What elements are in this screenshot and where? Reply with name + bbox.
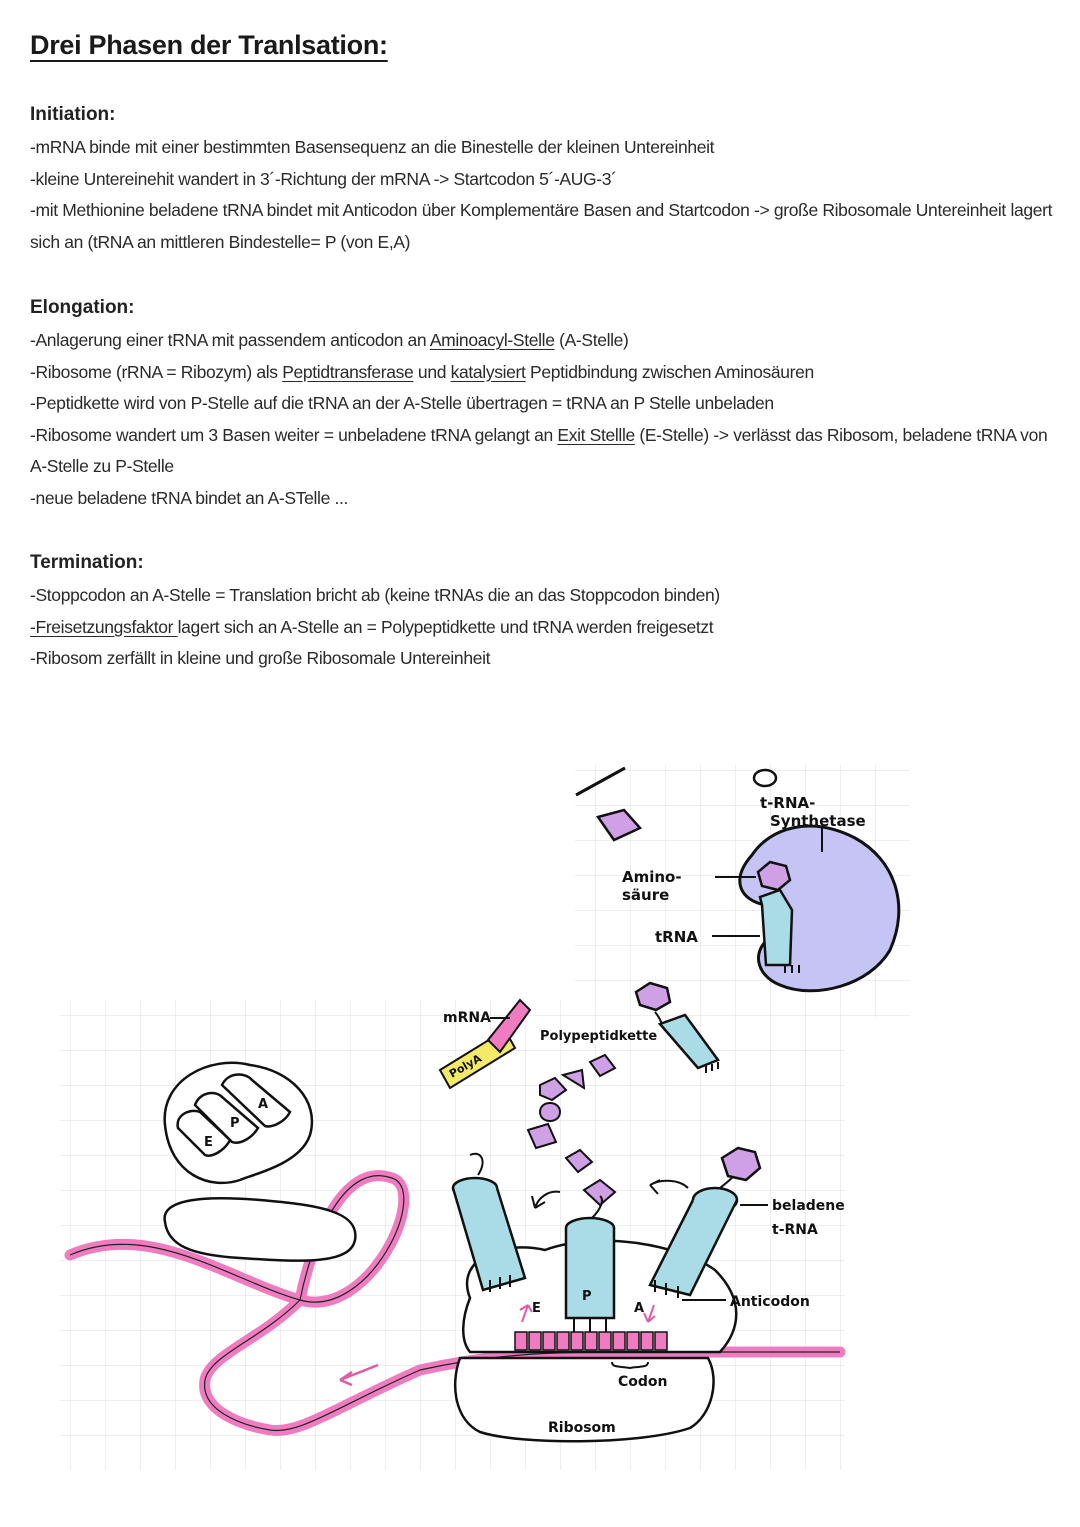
initiation-line-3: -mit Methionine beladene tRNA bindet mit Anticodon über Komplementäre Basen and Startcodon -> große Ribosomale Untereinheit lagert sich an (tRNA an mittleren Bindestelle= P (von E,A) [30, 200, 1053, 252]
term-exit-stelle: Exit Stellle [557, 424, 635, 445]
elongation-line-5: -neue beladene tRNA bindet an A-STelle ... [30, 487, 349, 508]
initiation-line-2: -kleine Untereinehit wandert in 3´-Richtung der mRNA -> Startcodon 5´-AUG-3´ [30, 168, 617, 189]
text: und [413, 361, 451, 382]
site-e-label: E [532, 1301, 541, 1316]
charged-trna-label-2: t-RNA [772, 1222, 818, 1238]
synthetase-label-2: Synthetase [770, 812, 866, 830]
trna-icon [760, 890, 792, 965]
ribosome-label: Ribosom [548, 1420, 616, 1436]
mini-site-a: A [258, 1097, 269, 1112]
text: Peptidbindung zwischen Aminosäuren [525, 361, 814, 382]
polypeptide-label: Polypeptidkette [540, 1029, 658, 1044]
site-p-label: P [582, 1289, 592, 1304]
initiation-line-1: -mRNA binde mit einer bestimmten Basensequenz an die Binestelle der kleinen Untereinheit [30, 137, 715, 157]
codon-label: Codon [618, 1374, 668, 1390]
mrna-label: mRNA [443, 1010, 491, 1026]
text: -Ribosome wandert um 3 Basen weiter = unbeladene tRNA gelangt an [30, 424, 558, 445]
codon-row [515, 1332, 667, 1350]
initiation-heading: Initiation: [30, 104, 116, 125]
term-aminoacyl: Aminoacyl-Stelle [429, 330, 555, 350]
term-freisetzungsfaktor: -Freisetzungsfaktor [30, 616, 178, 637]
text: (E-Stelle) -> verlässt das Ribosom, beladene tRNA von A-Stelle zu P-Stelle [30, 424, 1048, 477]
page-title: Drei Phasen der Tranlsation: [30, 30, 388, 60]
termination-heading: Termination: [30, 552, 144, 573]
text: (A-Stelle) [554, 330, 629, 350]
polya-label: PolyA [447, 1051, 484, 1081]
elongation-heading: Elongation: [30, 297, 135, 318]
synthetase-label-1: t-RNA- [760, 794, 816, 812]
atp-circle-icon [754, 770, 776, 786]
term-peptidtransferase: Peptidtransferase [282, 361, 414, 382]
termination-line-1: -Stoppcodon an A-Stelle = Translation bricht ab (keine tRNAs die an das Stoppcodon binden) [30, 585, 720, 605]
text: -Anlagerung einer tRNA mit passendem anticodon an [30, 330, 430, 350]
termination-line-3: -Ribosom zerfällt in kleine und große Ribosomale Untereinheit [30, 648, 491, 669]
term-katalysiert: katalysiert [450, 361, 526, 382]
charged-trna-label-1: beladene [772, 1198, 845, 1214]
anticodon-label: Anticodon [730, 1294, 810, 1310]
site-a-label: A [634, 1301, 645, 1316]
text: lagert sich an A-Stelle an = Polypeptidkette und tRNA werden freigesetzt [177, 616, 714, 637]
amino-label-2: säure [622, 886, 670, 904]
trna-label: tRNA [655, 928, 698, 946]
mini-site-p: P [230, 1116, 240, 1131]
amino-label-1: Amino- [622, 868, 682, 886]
mini-site-e: E [204, 1135, 213, 1150]
text: -Ribosome (rRNA = Ribozym) als [30, 361, 283, 382]
elongation-line-3: -Peptidkette wird von P-Stelle auf die tRNA an der A-Stelle übertragen = tRNA an P Stelle unbeladen [30, 393, 774, 414]
